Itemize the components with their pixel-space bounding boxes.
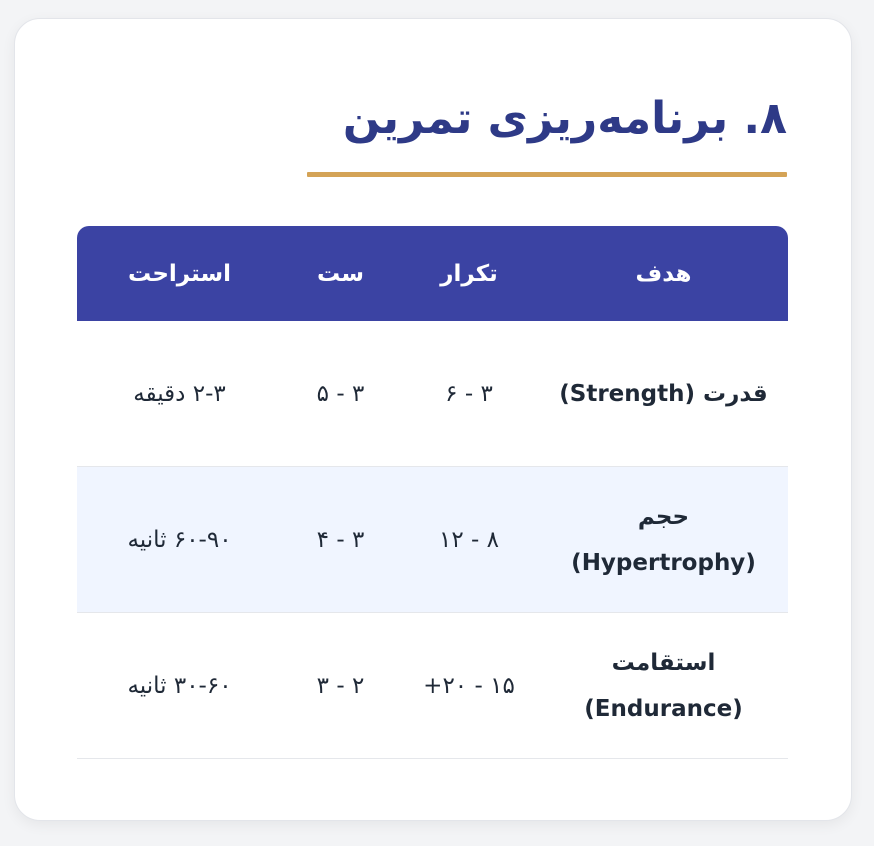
- section-title: ۸. برنامه‌ریزی تمرین: [342, 93, 787, 144]
- cell-goal-text: استقامت (Endurance): [584, 649, 743, 722]
- table-row: [77, 321, 788, 467]
- cell-goal: [539, 467, 788, 613]
- table-row: [77, 613, 788, 759]
- cell-sets-text: ۳ - ۵: [316, 380, 365, 407]
- cell-rest: [77, 467, 282, 613]
- header-sets: ست: [282, 226, 399, 321]
- cell-reps-text: ۳ - ۶: [445, 380, 493, 407]
- header-goal: هدف: [539, 226, 788, 321]
- cell-sets-text: ۲ - ۳: [316, 672, 365, 699]
- cell-rest: [77, 613, 282, 759]
- cell-goal-text: حجم (Hypertrophy): [571, 503, 756, 576]
- cell-reps-text: ۱۵ - ۲۰+: [423, 672, 515, 699]
- table-header: [77, 226, 788, 321]
- header-reps: تکرار: [399, 226, 539, 321]
- cell-goal: [539, 321, 788, 467]
- table-row: [77, 467, 788, 613]
- header-row: [77, 226, 788, 321]
- title-underline: [307, 172, 787, 177]
- cell-sets: [282, 321, 399, 467]
- cell-reps: [399, 467, 539, 613]
- training-plan-table: [77, 226, 788, 759]
- cell-rest: [77, 321, 282, 467]
- cell-sets-text: ۳ - ۴: [316, 526, 365, 553]
- header-rest: استراحت: [77, 226, 282, 321]
- cell-goal: [539, 613, 788, 759]
- content-card: [14, 18, 852, 821]
- cell-reps: [399, 613, 539, 759]
- cell-rest-text: ۲-۳ دقیقه: [133, 380, 226, 407]
- cell-reps: [399, 321, 539, 467]
- cell-goal-text: قدرت (Strength): [559, 380, 768, 407]
- cell-rest-text: ۶۰-۹۰ ثانیه: [127, 526, 232, 553]
- cell-reps-text: ۸ - ۱۲: [439, 526, 499, 553]
- cell-rest-text: ۳۰-۶۰ ثانیه: [127, 672, 232, 699]
- cell-sets: [282, 467, 399, 613]
- cell-sets: [282, 613, 399, 759]
